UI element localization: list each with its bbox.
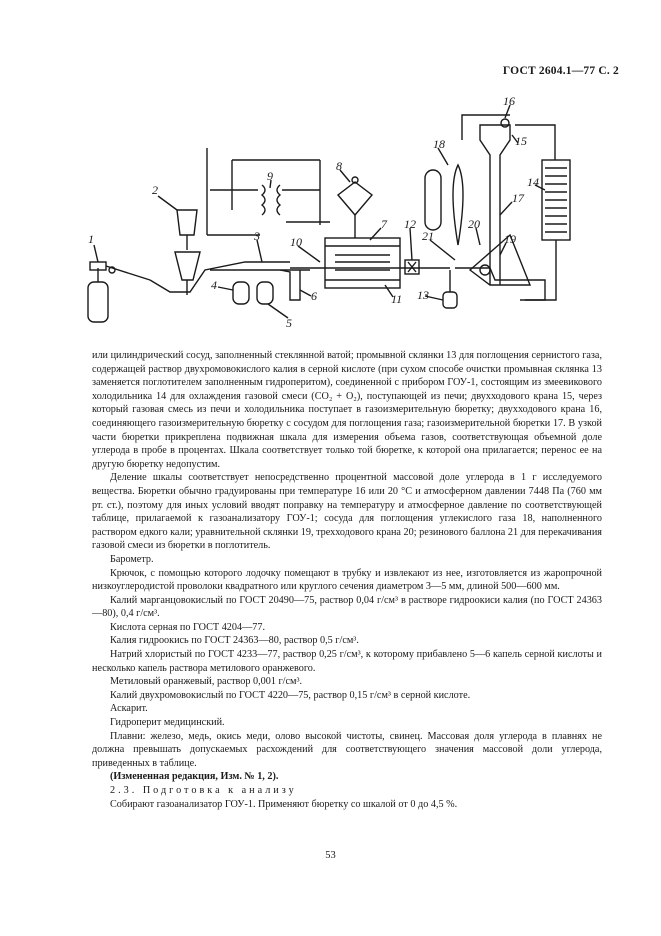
label-3: 3 (254, 229, 260, 243)
gas-cylinder (88, 262, 150, 322)
label-6: 6 (311, 289, 317, 303)
label-1: 1 (88, 232, 94, 246)
label-8: 8 (336, 159, 342, 173)
label-18: 18 (433, 137, 445, 151)
paragraph: Калия гидроокись по ГОСТ 24363—80, раствор 0,5 г/см³. (110, 635, 359, 647)
label-5: 5 (286, 316, 292, 330)
label-14: 14 (527, 175, 539, 189)
paragraph: Аскарит. (110, 703, 148, 715)
label-12: 12 (404, 217, 416, 231)
tube-furnace (290, 177, 420, 288)
paragraph: Натрий хлористый по ГОСТ 4233—77, раствор 0,25 г/см³, к которому прибавлено 5—6 капель серной кислоты и несколько капель раствора метилового оранжевого. (92, 649, 602, 674)
paragraph: Метиловый оранжевый, раствор 0,001 г/см³. (110, 676, 303, 688)
wash-flasks (150, 262, 310, 304)
amendment-note: (Измененная редакция, Изм. № 1, 2). (110, 771, 279, 783)
transformer (207, 148, 330, 235)
paragraph: Плавни: железо, медь, окись меди, олово высокой чистоты, свинец. Массовая доля углерода в плавнях не должна превышать допускаемых расхождений для соответствующего значения массовой доли углерода, приведенных в таблице. (92, 730, 602, 769)
page-header: ГОСТ 2604.1—77 С. 2 (502, 65, 619, 77)
label-2: 2 (152, 183, 158, 197)
label-20: 20 (468, 217, 480, 231)
paragraph: Кислота серная по ГОСТ 4204—77. (110, 621, 265, 633)
label-10: 10 (290, 235, 302, 249)
label-17: 17 (512, 191, 524, 205)
label-19: 19 (504, 232, 516, 246)
paragraph: Деление шкалы соответствует непосредственно процентной массовой доле углерода в 1 г исследуемого вещества. Бюретки обычно градуированы при температуре 16 или 20 °С и атмосферном давлении 7448 Па (760 мм рт. ст.), поэтому для иных условий вводят поправку на температуру и атмосферное давление по соответствующей таблице, прилагаемой к газоанализатору ГОУ-1; сосуда для поглощения углекислого газа 18, наполненного раствором едкого кали; уравнительной склянки 19, трехходового крана 20; резинового баллона 21 для перекачивания газовой смеси из бюретки в поглотитель. (92, 472, 602, 552)
gas-analyzer (425, 115, 570, 300)
paragraph: Крючок, с помощью которого лодочку помещают в трубку и извлекают из нее, изготовляется из жаропрочной низкоуглеродистой проволоки квадратного или круглого сечения диаметром 3—5 мм, длиной 500—600 мм. (92, 567, 602, 593)
paragraph: Барометр. (110, 553, 154, 565)
label-4: 4 (211, 278, 217, 292)
label-13: 13 (417, 288, 429, 302)
label-21: 21 (422, 229, 434, 243)
paragraph: Собирают газоанализатор ГОУ-1. Применяют бюретку со шкалой от 0 до 4,5 %. (110, 798, 458, 810)
paragraph: или цилиндрический сосуд, заполненный стеклянной ватой; промывной склянки 13 для поглощения сернистого газа, содержащей раствор двухромовокислого калия в серной кислоте (при сухом способе очистки промывная склянка 13 заменяется поглотителем заполненным гидроперитом), соединенной с прибором ГОУ-1, состоящим из змеевикового холодильника 14 для охлаждения газовой смеси (CO₂ + O₂), поступающей из печи; двухходового крана 15, через который газовая смесь из печи и холодильника поступает в газоизмерительную бюретку; двухходового крана 16, соединяющего газоизмерительную бюретку с сосудом для поглощения газа; газоизмерительной бюретки 17. В узкой части бюретки прикреплена подвижная шкала для измерения объема газов, соответствующая объемной доле углерода в пробе в процентах. Шкала соответствует только той бюретке, к которой она прилагается; перенос ее на другую бюретку недопустим. (92, 350, 602, 470)
label-16: 16 (503, 94, 515, 108)
paragraph: Гидроперит медицинский. (110, 717, 225, 729)
paragraph: Калий марганцовокислый по ГОСТ 20490—75, раствор 0,04 г/см³ в растворе гидроокиси калия (по ГОСТ 24363—80), 0,4 г/см³. (92, 594, 602, 620)
label-9: 9 (267, 169, 273, 183)
section-heading: 2.3. Подготовка к анализу (110, 785, 297, 796)
label-7: 7 (381, 217, 387, 231)
apparatus-diagram (0, 0, 661, 345)
label-11: 11 (391, 292, 403, 306)
body-text (92, 349, 602, 811)
page-number: 53 (325, 850, 336, 861)
filter-and-flask (405, 260, 457, 308)
label-15: 15 (515, 134, 527, 148)
paragraph: Калий двухромовокислый по ГОСТ 4220—75, раствор 0,15 г/см³ в серной кислоте. (110, 689, 471, 701)
